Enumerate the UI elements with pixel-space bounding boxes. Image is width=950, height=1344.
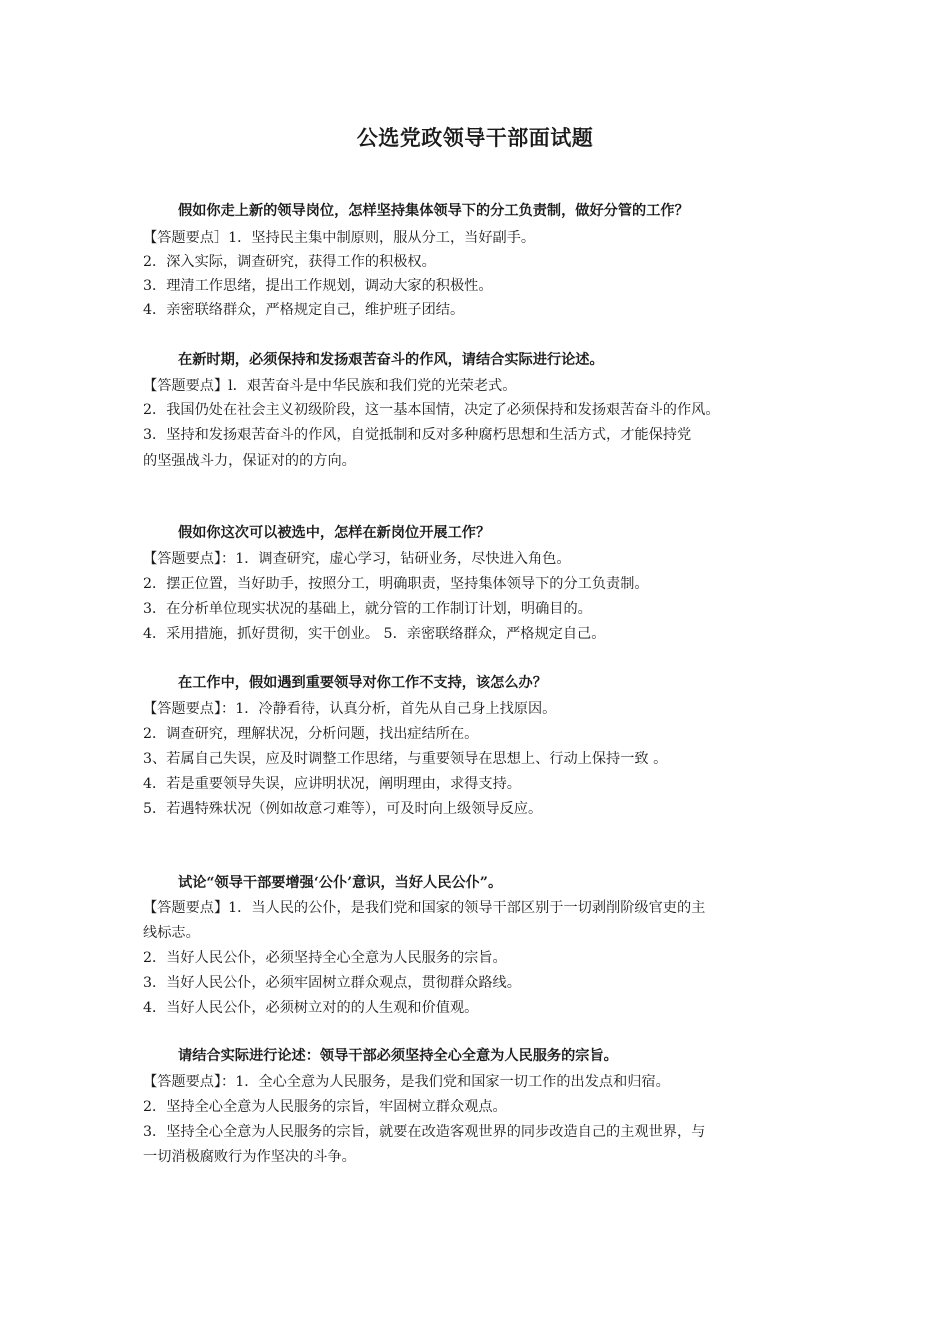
question-6: 请结合实际进行论述：领导干部必须坚持全心全意为人民服务的宗旨。 (178, 1048, 618, 1064)
answer-line: 3．坚持和发扬艰苦奋斗的作风，自觉抵制和反对多种腐朽思想和生活方式，才能保持党 (143, 427, 692, 443)
answer-line: 2．坚持全心全意为人民服务的宗旨，牢固树立群众观点。 (143, 1099, 507, 1115)
answer-line: 2．调查研究，理解状况，分析问题，找出症结所在。 (143, 726, 479, 742)
answer-line: 3．理清工作思绪，提出工作规划，调动大家的积极性。 (143, 278, 493, 294)
answer-line: 一切消极腐败行为作坚决的斗争。 (143, 1149, 356, 1165)
answer-line: 3．当好人民公仆，必须牢固树立群众观点，贯彻群众路线。 (143, 975, 521, 991)
answer-line: 5．若遇特殊状况（例如故意刁难等），可及时向上级领导反应。 (143, 801, 543, 817)
answer-line: 4．若是重要领导失误，应讲明状况，阐明理由，求得支持。 (143, 776, 521, 792)
question-3: 假如你这次可以被选中，怎样在新岗位开展工作？ (178, 525, 491, 541)
answer-line: 4．当好人民公仆，必须树立对的的人生观和价值观。 (143, 1000, 479, 1016)
answer-line: 【答题要点】l．艰苦奋斗是中华民族和我们党的光荣老式。 (143, 378, 517, 394)
answer-line: 4．亲密联络群众，严格规定自己，维护班子团结。 (143, 302, 465, 318)
answer-line: 【答题要点】：1．调查研究，虚心学习，钻研业务，尽快进入角色。 (143, 551, 571, 567)
question-5: 试论“领导干部要增强‘公仆’意识，当好人民公仆”。 (178, 875, 503, 891)
answer-line: 【答题要点】1．当人民的公仆，是我们党和国家的领导干部区别于一切剥削阶级官吏的主 (143, 900, 706, 916)
question-4: 在工作中，假如遇到重要领导对你工作不支持，该怎么办？ (178, 675, 547, 691)
question-1: 假如你走上新的领导岗位，怎样坚持集体领导下的分工负责制，做好分管的工作？ (178, 203, 689, 219)
answer-line: 【答题要点】：1．冷静看待，认真分析，首先从自己身上找原因。 (143, 701, 557, 717)
answer-line: 2．当好人民公仆，必须坚持全心全意为人民服务的宗旨。 (143, 950, 507, 966)
document-title: 公选党政领导干部面试题 (356, 125, 594, 150)
answer-line: 3．坚持全心全意为人民服务的宗旨，就要在改造客观世界的同步改造自己的主观世界，与 (143, 1124, 706, 1140)
answer-line: 【答题要点】：1．全心全意为人民服务，是我们党和国家一切工作的出发点和归宿。 (143, 1074, 670, 1090)
answer-line: 4．采用措施，抓好贯彻，实干创业。 5．亲密联络群众，严格规定自己。 (143, 626, 606, 642)
answer-line: 3．在分析单位现实状况的基础上，就分管的工作制订计划，明确目的。 (143, 601, 592, 617)
answer-line: 2．我国仍处在社会主义初级阶段，这一基本国情，决定了必须保持和发扬艰苦奋斗的作风。 (143, 402, 720, 418)
answer-line: 【答题要点］1．坚持民主集中制原则，服从分工，当好副手。 (143, 230, 536, 246)
answer-line: 的坚强战斗力，保证对的的方向。 (143, 453, 356, 469)
answer-line: 3、若属自己失误，应及时调整工作思绪，与重要领导在思想上、行动上保持一致 。 (143, 751, 668, 767)
answer-line: 2．摆正位置，当好助手，按照分工，明确职责，坚持集体领导下的分工负责制。 (143, 576, 649, 592)
answer-line: 2．深入实际，调查研究，获得工作的积极权。 (143, 254, 436, 270)
question-2: 在新时期，必须保持和发扬艰苦奋斗的作风，请结合实际进行论述。 (178, 352, 604, 368)
answer-line: 线标志。 (143, 925, 200, 941)
